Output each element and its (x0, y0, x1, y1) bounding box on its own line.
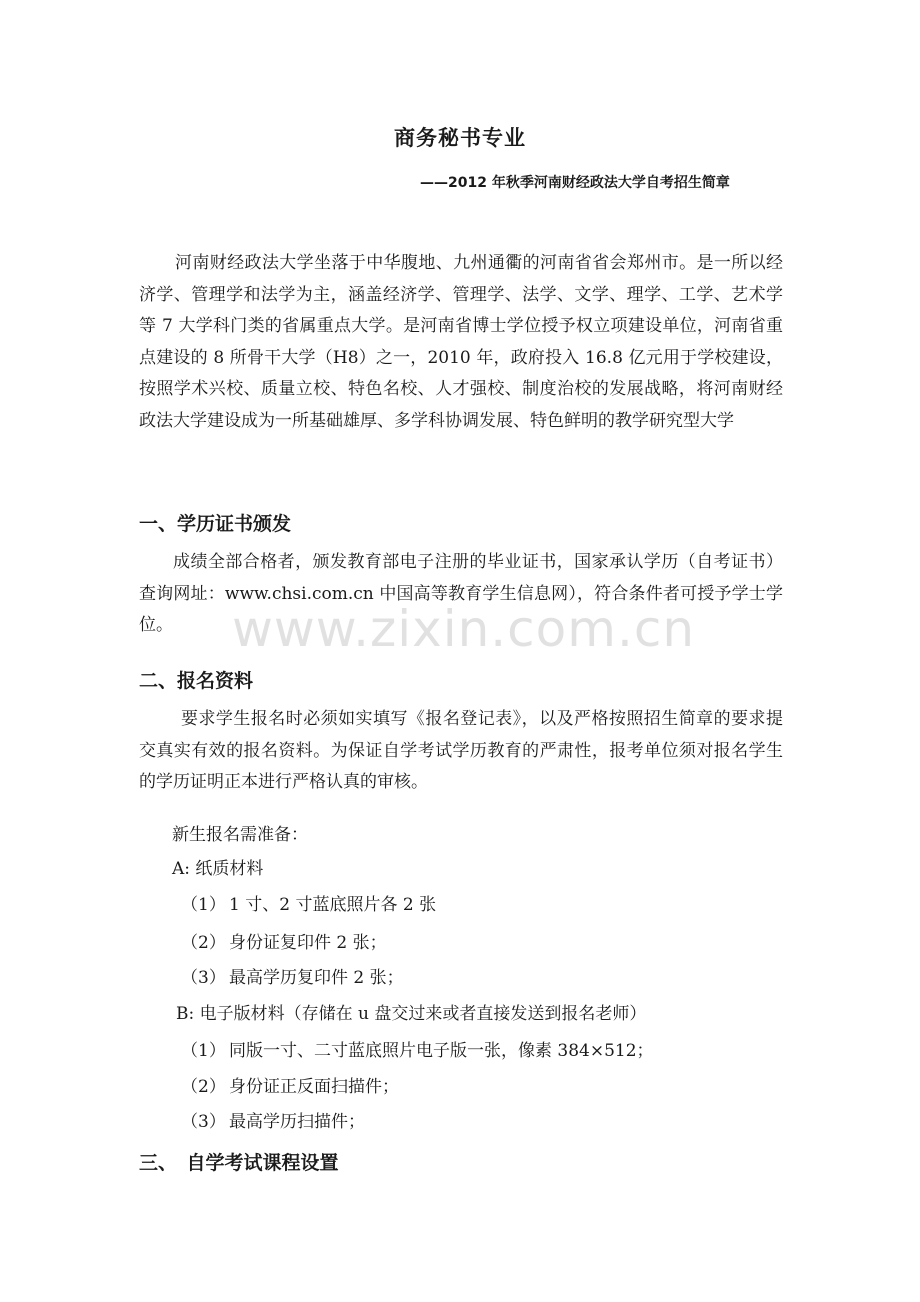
paper-materials-label: A: 纸质材料 (172, 859, 264, 879)
watermark: www.zixin.com.cn (232, 600, 696, 658)
list-item-number: （3） (181, 1112, 226, 1132)
list-item (181, 890, 436, 915)
section2-heading: 二、报名资料 (139, 670, 254, 692)
list-item-text: 同版一寸、二寸蓝底照片电子版一张，像素 384×512； (229, 1041, 654, 1061)
document-title: 商务秘书专业 (394, 126, 526, 150)
electronic-materials-label: B: 电子版材料（存储在 u 盘交过来或者直接发送到报名老师） (176, 1004, 647, 1024)
list-item-text: 身份证正反面扫描件； (229, 1077, 399, 1097)
section1-paragraph: 成绩全部合格者，颁发教育部电子注册的毕业证书，国家承认学历（自考证书）查询网址：www.chsi.com.cn 中国高等教育学生信息网），符合条件者可授予学士学位。 (139, 552, 783, 635)
section3-heading: 三、 自学考试课程设置 (139, 1152, 339, 1174)
list-item-text: 最高学历扫描件； (229, 1112, 365, 1132)
intro-paragraph: 河南财经政法大学坐落于中华腹地、九州通衢的河南省省会郑州市。是一所以经济学、管理学和法学为主，涵盖经济学、管理学、法学、文学、理学、工学、艺术学等 7 大学科门类的省属重点大学。是河南省博士学位授予权立项建设单位，河南省重点建设的 8 所骨干大学（H8）之一，2010 年，政府投入 16.8 亿元用于学校建设，按照学术兴校、质量立校、特色名校、人才强校、制度治校的发展战略，将河南财经政法大学建设成为一所基础雄厚、多学科协调发展、特色鲜明的教学研究型大学 (139, 253, 783, 431)
list-item-number: （1） (181, 1041, 226, 1061)
document-subtitle: ——2012 年秋季河南财经政法大学自考招生简章 (420, 175, 730, 191)
list-item-number: （3） (181, 968, 226, 988)
section1-heading: 一、学历证书颁发 (139, 513, 292, 535)
list-item-text: 最高学历复印件 2 张； (229, 968, 404, 988)
list-item (181, 928, 387, 953)
list-item-text: 1 寸、2 寸蓝底照片各 2 张 (229, 895, 437, 915)
list-item-number: （2） (181, 933, 226, 953)
list-item (181, 1107, 365, 1132)
list-item-text: 身份证复印件 2 张； (229, 933, 387, 953)
section2-paragraph: 要求学生报名时必须如实填写《报名登记表》，以及严格按照招生简章的要求提交真实有效的报名资料。为保证自学考试学历教育的严肃性，报考单位须对报名学生的学历证明正本进行严格认真的审核。 (139, 709, 783, 792)
list-item-number: （2） (181, 1077, 226, 1097)
prep-label: 新生报名需准备： (172, 825, 308, 845)
list-item (181, 1072, 399, 1097)
list-item-number: （1） (181, 895, 226, 915)
list-item (181, 1036, 654, 1061)
list-item (181, 963, 404, 988)
